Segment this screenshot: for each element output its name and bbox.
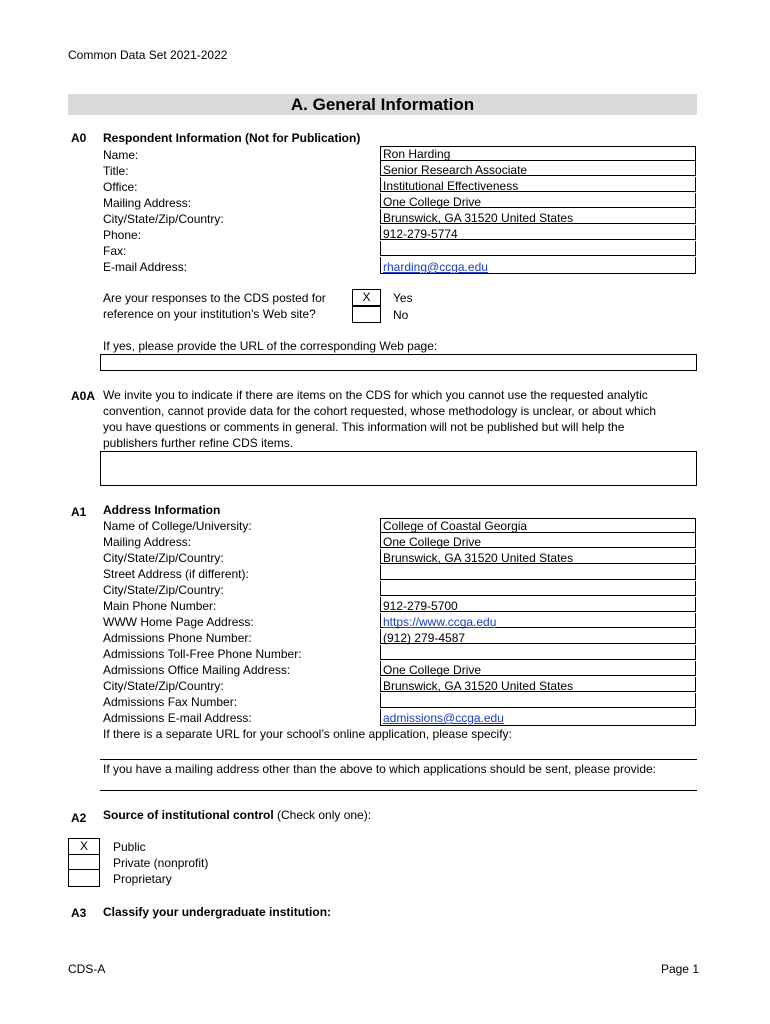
a1-fax-field[interactable] [380,693,696,708]
section-title: A. General Information [290,95,475,114]
a2-heading-rest: (Check only one): [273,808,372,822]
a2-proprietary-label: Proprietary [113,872,172,886]
a0-office-value: Institutional Effectiveness [383,179,519,193]
a0-label-name: Name: [103,148,139,162]
a1-adm-phone-value: (912) 279-4587 [383,631,466,645]
a1-label-www: WWW Home Page Address: [103,615,254,629]
a0-yes-checkbox[interactable]: X [352,289,381,306]
a0-label-mailing: Mailing Address: [103,196,192,210]
a1-label-tollfree: Admissions Toll-Free Phone Number: [103,647,302,661]
a2-heading [103,808,371,822]
a1-mailing-field-line[interactable] [100,790,697,791]
a0-url-field[interactable] [100,354,697,371]
a0-phone-value: 912-279-5774 [383,227,458,241]
a1-label-mailing: Mailing Address: [103,535,192,549]
a1-label-main-phone: Main Phone Number: [103,599,217,613]
a1-street-field[interactable] [380,565,696,580]
a1-label-adm-phone: Admissions Phone Number: [103,631,252,645]
a1-college-value: College of Coastal Georgia [383,519,528,533]
a1-city2-field[interactable] [380,581,696,596]
a2-code: A2 [71,811,87,825]
a0-yes-label: Yes [393,291,413,305]
a0-code: A0 [71,131,87,145]
a2-private-checkbox[interactable] [68,854,100,870]
a0a-text-line1: We invite you to indicate if there are items on the CDS for which you cannot use the requested analytic [103,388,648,402]
a1-city3-value: Brunswick, GA 31520 United States [383,679,574,693]
a1-adm-email-link[interactable]: admissions@ccga.edu [383,711,504,725]
a3-code: A3 [71,906,87,920]
a1-label-city2: City/State/Zip/Country: [103,583,224,597]
a3-heading: Classify your undergraduate institution: [103,905,332,919]
a2-public-checkbox[interactable]: X [68,838,100,855]
a0a-text-line4: publishers further refine CDS items. [103,436,294,450]
a1-online-app-prompt: If there is a separate URL for your school’s online application, please specify: [103,727,512,741]
a0-fax-field[interactable] [380,241,696,256]
a0-label-city: City/State/Zip/Country: [103,212,224,226]
a1-label-fax: Admissions Fax Number: [103,695,238,709]
a1-tollfree-field[interactable] [380,645,696,660]
a0-label-email: E-mail Address: [103,260,188,274]
a0a-text-line3: you have questions or comments in general. This information will not be published but will help the [103,420,625,434]
document-header: Common Data Set 2021-2022 [68,48,228,62]
a0-label-office: Office: [103,180,138,194]
a1-label-adm-mailing: Admissions Office Mailing Address: [103,663,291,677]
a1-main-phone-value: 912-279-5700 [383,599,458,613]
a0a-code: A0A [71,389,96,403]
a2-public-label: Public [113,840,146,854]
a0-no-label: No [393,308,409,322]
a1-label-adm-email: Admissions E-mail Address: [103,711,252,725]
footer-page-number: Page 1 [660,962,699,976]
a0-mailing-value: One College Drive [383,195,482,209]
a1-label-street: Street Address (if different): [103,567,249,581]
a1-mailing-prompt: If you have a mailing address other than the above to which applications should be sent, please provide: [103,762,657,776]
a1-label-city: City/State/Zip/Country: [103,551,224,565]
a1-www-link[interactable]: https://www.ccga.edu [383,615,497,629]
a0-label-title: Title: [103,164,129,178]
a0-label-fax: Fax: [103,244,127,258]
a2-private-label: Private (nonprofit) [113,856,209,870]
a0-title-value: Senior Research Associate [383,163,528,177]
footer-left: CDS-A [68,962,106,976]
a2-heading-bold: Source of institutional control [103,808,274,822]
a1-mailing-value: One College Drive [383,535,482,549]
a0-heading: Respondent Information (Not for Publication) [103,131,361,145]
a0-label-phone: Phone: [103,228,142,242]
a0-city-value: Brunswick, GA 31520 United States [383,211,574,225]
a1-label-city3: City/State/Zip/Country: [103,679,224,693]
a1-label-college: Name of College/University: [103,519,252,533]
a1-online-app-field[interactable] [100,759,697,760]
a0a-comments-field[interactable] [100,451,697,486]
a0-question-line1: Are your responses to the CDS posted for [103,291,326,305]
a0-email-link[interactable]: rharding@ccga.edu [383,260,488,274]
a0-no-checkbox[interactable] [352,306,381,323]
a1-city-value: Brunswick, GA 31520 United States [383,551,574,565]
a0-name-value: Ron Harding [383,147,451,161]
a1-heading: Address Information [103,503,221,517]
a0-question-line2: reference on your institution's Web site? [103,307,316,321]
a1-code: A1 [71,505,87,519]
a0a-text-line2: convention, cannot provide data for the cohort requested, whose methodology is unclear, or about which [103,404,657,418]
a0-url-prompt: If yes, please provide the URL of the corresponding Web page: [103,339,438,353]
a2-proprietary-checkbox[interactable] [68,870,100,887]
a1-adm-mailing-value: One College Drive [383,663,482,677]
